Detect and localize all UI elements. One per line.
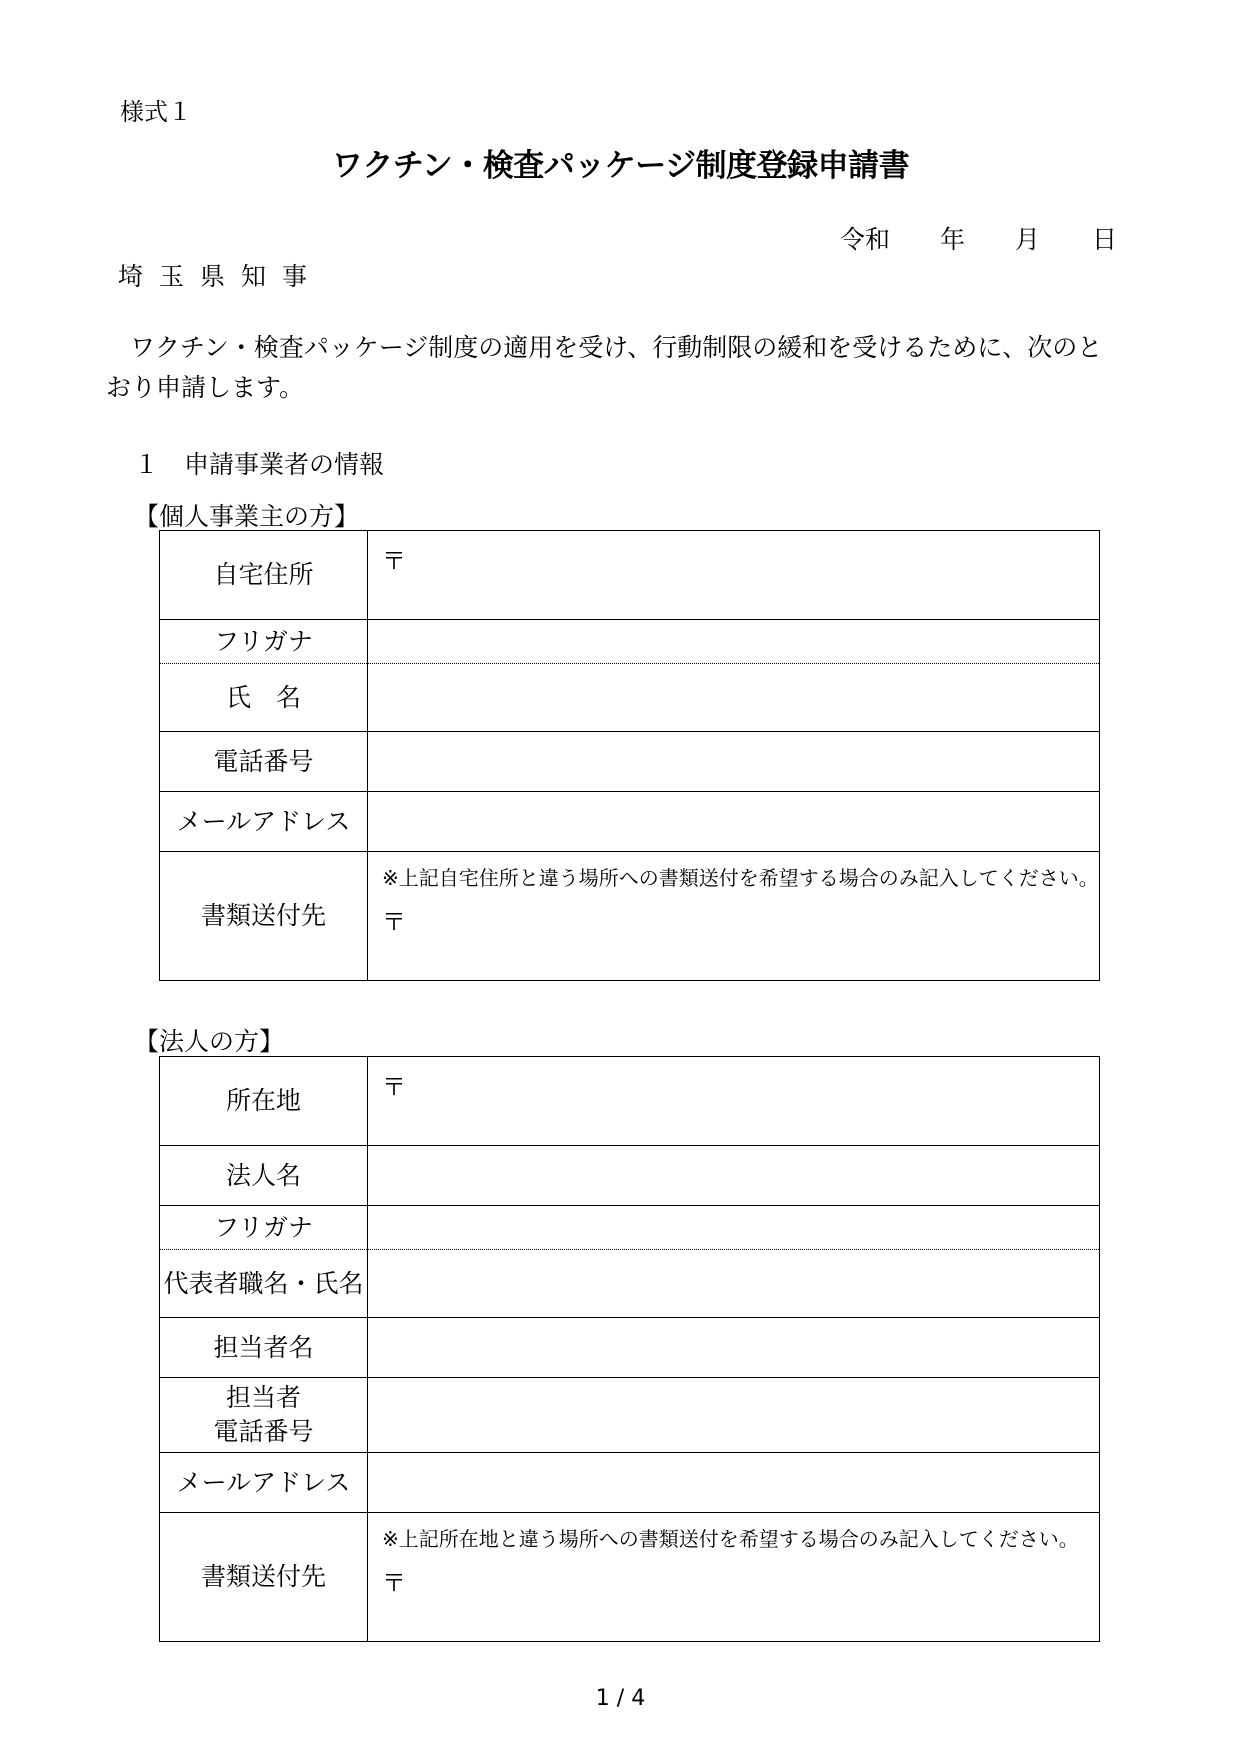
postal-mark: 〒	[382, 1073, 406, 1101]
date-month: 月	[1015, 225, 1041, 254]
email-label: メールアドレス	[160, 792, 368, 852]
postal-mark: 〒	[382, 908, 406, 936]
representative-label: 代表者職名・氏名	[160, 1250, 368, 1318]
contact-phone-field[interactable]	[368, 1378, 1100, 1453]
phone-field[interactable]	[368, 732, 1100, 792]
representative-field[interactable]	[368, 1250, 1100, 1318]
contact-phone-label-line1: 担当者	[225, 1383, 301, 1412]
mailing-note: ※上記所在地と違う場所への書類送付を希望する場合のみ記入してください。	[382, 1527, 1079, 1551]
table-row	[160, 620, 1100, 664]
form-number: 様式１	[120, 98, 192, 126]
contact-phone-label	[160, 1378, 368, 1453]
postal-mark: 〒	[382, 547, 406, 575]
corp-name-field[interactable]	[368, 1146, 1100, 1206]
email-label: メールアドレス	[160, 1453, 368, 1513]
table-row	[160, 732, 1100, 792]
furigana-field[interactable]	[368, 1206, 1100, 1250]
table-row	[160, 664, 1100, 732]
mailing-address-label: 書類送付先	[160, 852, 368, 981]
table-row	[160, 1250, 1100, 1318]
intro-text: ワクチン・検査パッケージ制度の適用を受け、行動制限の緩和を受けるために、次のとおり申請します。	[106, 333, 1103, 402]
corporate-table	[159, 1056, 1100, 1642]
table-row	[160, 1318, 1100, 1378]
email-field[interactable]	[368, 1453, 1100, 1513]
postal-mark: 〒	[382, 1569, 406, 1597]
table-row	[160, 1378, 1100, 1453]
table-row	[160, 531, 1100, 620]
individual-table	[159, 530, 1100, 981]
location-field[interactable]	[368, 1057, 1100, 1146]
document-title: ワクチン・検査パッケージ制度登録申請書	[331, 148, 910, 184]
contact-name-label: 担当者名	[160, 1318, 368, 1378]
table-row	[160, 1146, 1100, 1206]
mailing-address-field[interactable]	[368, 852, 1100, 981]
furigana-label: フリガナ	[160, 620, 368, 664]
name-field[interactable]	[368, 664, 1100, 732]
table-row	[160, 1453, 1100, 1513]
table-row	[160, 1206, 1100, 1250]
table-row	[160, 852, 1100, 981]
table-row	[160, 792, 1100, 852]
corp-name-label: 法人名	[160, 1146, 368, 1206]
mailing-address-field[interactable]	[368, 1513, 1100, 1642]
date-era: 令和	[840, 225, 891, 254]
table-row	[160, 1513, 1100, 1642]
date-year: 年	[940, 225, 966, 254]
furigana-label: フリガナ	[160, 1206, 368, 1250]
home-address-field[interactable]	[368, 531, 1100, 620]
table-row	[160, 1057, 1100, 1146]
name-label: 氏 名	[160, 664, 368, 732]
contact-name-field[interactable]	[368, 1318, 1100, 1378]
mailing-note: ※上記自宅住所と違う場所への書類送付を希望する場合のみ記入してください。	[382, 866, 1099, 890]
addressee: 埼玉県知事	[118, 262, 324, 291]
date-day: 日	[1092, 225, 1118, 254]
mailing-address-label: 書類送付先	[160, 1513, 368, 1642]
email-field[interactable]	[368, 792, 1100, 852]
page-number: 1 / 4	[595, 1686, 646, 1711]
home-address-label: 自宅住所	[160, 531, 368, 620]
furigana-field[interactable]	[368, 620, 1100, 664]
contact-phone-label-line2: 電話番号	[213, 1417, 314, 1446]
phone-label: 電話番号	[160, 732, 368, 792]
section-1-heading: １ 申請事業者の情報	[134, 450, 385, 479]
corporate-heading: 【法人の方】	[134, 1027, 285, 1056]
individual-heading: 【個人事業主の方】	[134, 502, 360, 531]
location-label: 所在地	[160, 1057, 368, 1146]
